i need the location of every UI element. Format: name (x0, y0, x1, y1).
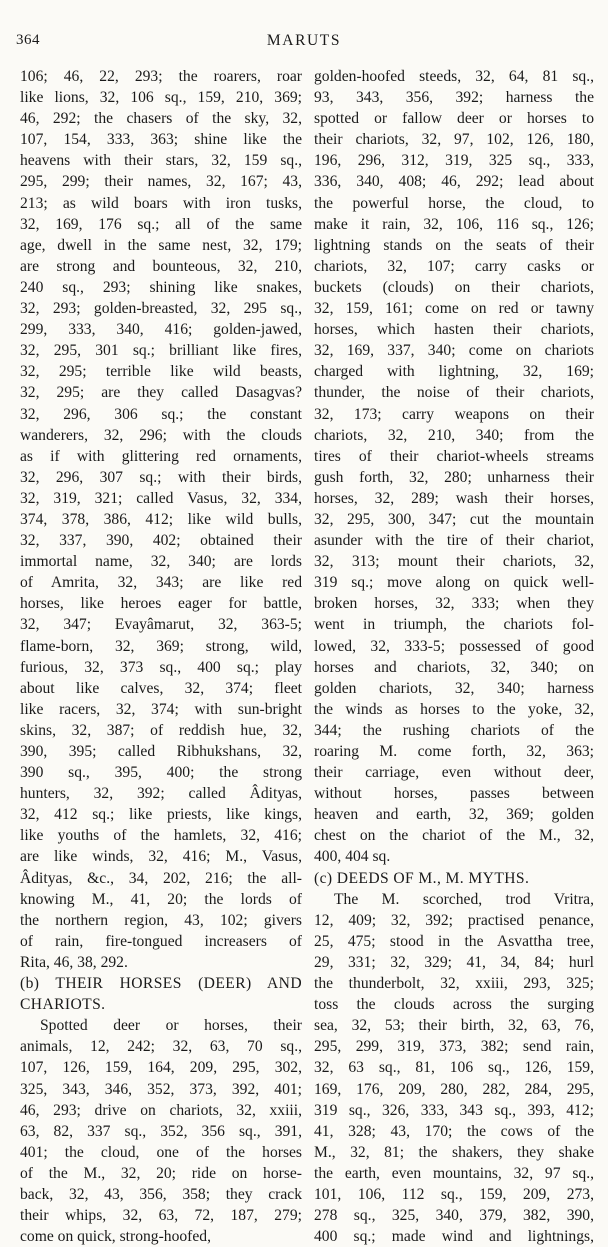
text-line: 32, 319, 321; called Vasus, 32, 334, (20, 489, 302, 507)
text-line: 325, 343, 346, 352, 373, 392, 401; (20, 1080, 302, 1098)
text-line: 32, 169, 337, 340; come on chariots (314, 342, 594, 360)
text-line: immortal name, 32, 340; are lords (20, 553, 302, 571)
text-line: the thunderbolt, 32, xxiii, 293, 325; (314, 975, 594, 993)
text-line: of the M., 32, 20; ride on horse- (20, 1164, 302, 1182)
running-head: MARUTS (266, 32, 342, 49)
text-line: 46, 292; the chasers of the sky, 32, (20, 110, 302, 128)
text-line: age, dwell in the same nest, 32, 179; (20, 236, 302, 254)
text-line: 32, 337, 390, 402; obtained their (20, 532, 302, 550)
text-line: their whips, 32, 63, 72, 187, 279; (20, 1207, 302, 1225)
text-line: spotted or fallow deer or horses to (314, 110, 594, 128)
text-line: 106; 46, 22, 293; the roarers, roar (20, 68, 302, 85)
text-line: like youths of the hamlets, 32, 416; (20, 827, 302, 845)
text-line: hunters, 32, 392; called Âdityas, (20, 785, 302, 803)
text-line: chariots, 32, 210, 340; from the (314, 426, 594, 444)
text-line: asunder with the tire of their chariot, (314, 532, 594, 550)
text-line: broken horses, 32, 333; when they (314, 595, 594, 613)
text-line: 107, 126, 159, 164, 209, 295, 302, (20, 1059, 302, 1077)
text-line: Spotted deer or horses, their (40, 1017, 302, 1035)
text-line: golden-hoofed steeds, 32, 64, 81 sq., (314, 68, 594, 85)
text-line: the winds as horses to the yoke, 32, (314, 700, 594, 718)
text-line: are strong and bounteous, 32, 210, (20, 257, 302, 275)
text-line: 400, 404 sq. (314, 848, 391, 866)
text-line: horses and chariots, 32, 340; on (314, 658, 594, 676)
text-line: 240 sq., 293; shining like snakes, (20, 278, 302, 296)
text-line: 401; the cloud, one of the horses (20, 1143, 302, 1161)
text-line: 390, 395; called Ribhukshans, 32, (20, 743, 302, 760)
text-line: about like calves, 32, 374; fleet (20, 679, 302, 697)
text-line: sea, 32, 53; their birth, 32, 63, 76, (314, 1017, 594, 1035)
page-header (0, 32, 608, 52)
text-line: as if with glittering red ornaments, (20, 447, 302, 465)
text-line: the earth, even mountains, 32, 97 sq., (314, 1164, 594, 1182)
text-line: lightning stands on the seats of their (314, 236, 594, 254)
text-line: 213; as wild boars with iron tusks, (20, 194, 302, 212)
text-line: heavens with their stars, 32, 159 sq., (20, 152, 302, 170)
text-line: flame-born, 32, 369; strong, wild, (20, 637, 302, 655)
text-line: horses, 32, 289; wash their horses, (314, 489, 594, 507)
text-line: thunder, the noise of their chariots, (314, 384, 594, 402)
text-line: toss the clouds across the surging (314, 996, 594, 1014)
text-line: 25, 475; stood in the Asvattha tree, (314, 932, 594, 950)
text-line: the powerful horse, the cloud, to (314, 194, 594, 212)
left-column (20, 66, 302, 1246)
text-line: 196, 296, 312, 319, 325 sq., 333, (314, 152, 594, 170)
text-line: 374, 378, 386, 412; like wild bulls, (20, 510, 302, 528)
text-line: 41, 328; 43, 170; the cows of the (314, 1122, 594, 1140)
text-line: wanderers, 32, 296; with the clouds (20, 426, 302, 444)
text-line: charged with lightning, 32, 169; (314, 363, 594, 381)
text-line: 299, 333, 340, 416; golden-jawed, (20, 321, 302, 339)
text-line: 46, 293; drive on chariots, 32, xxiii, (20, 1101, 302, 1119)
page-number: 364 (16, 32, 40, 48)
text-line: 295, 299; their names, 32, 167; 43, (20, 173, 302, 191)
text-line: of Amrita, 32, 343; are like red (20, 574, 302, 592)
text-line: furious, 32, 373 sq., 400 sq.; play (20, 658, 302, 676)
text-line: 12, 409; 32, 392; practised penance, (314, 911, 594, 929)
right-column (314, 66, 594, 1246)
text-line: golden chariots, 32, 340; harness (314, 679, 594, 697)
text-line: like racers, 32, 374; with sun-bright (20, 700, 302, 718)
text-line: animals, 12, 242; 32, 63, 70 sq., (20, 1038, 302, 1056)
text-line: The M. scorched, trod Vritra, (334, 890, 594, 908)
text-line: 63, 82, 337 sq., 352, 356 sq., 391, (20, 1122, 302, 1140)
text-line: 32, 313; mount their chariots, 32, (314, 553, 594, 571)
text-line: 32, 296, 307 sq.; with their birds, (20, 468, 302, 486)
text-line: 295, 299, 319, 373, 382; send rain, (314, 1038, 594, 1056)
text-line: skins, 32, 387; of reddish hue, 32, (20, 721, 302, 739)
text-line: their carriage, even without deer, (314, 764, 594, 782)
text-line: 32, 293; golden-breasted, 32, 295 sq., (20, 300, 302, 318)
text-line: of rain, fire-tongued increasers of (20, 932, 302, 950)
text-line: 32, 159, 161; come on red or tawny (314, 300, 594, 318)
text-line: went in triumph, the chariots fol- (314, 616, 594, 634)
text-line: 390 sq., 395, 400; the strong (20, 764, 302, 782)
text-line: M., 32, 81; the shakers, they shake (314, 1143, 594, 1161)
text-line: their chariots, 32, 97, 102, 126, 180, (314, 131, 594, 149)
text-line: tires of their chariot-wheels streams (314, 447, 594, 465)
text-line: 107, 154, 333, 363; shine like the (20, 131, 302, 149)
text-line: 32, 295; terrible like wild beasts, (20, 363, 302, 381)
text-line: 319 sq.; move along on quick well- (314, 574, 594, 592)
text-line: gush forth, 32, 280; unharness their (314, 468, 594, 486)
text-line: 32, 296, 306 sq.; the constant (20, 405, 302, 423)
text-line: 278 sq., 325, 340, 379, 382, 390, (314, 1207, 594, 1225)
text-line: horses, which hasten their chariots, (314, 321, 594, 339)
text-line: make it rain, 32, 106, 116 sq., 126; (314, 215, 594, 233)
text-line: lowed, 32, 333-5; possessed of good (314, 637, 594, 655)
text-line: 319 sq., 326, 333, 343 sq., 393, 412; (314, 1101, 594, 1119)
text-line: are like winds, 32, 416; M., Vasus, (20, 848, 302, 866)
text-line: 32, 295, 300, 347; cut the mountain (314, 510, 594, 528)
text-line: 32, 173; carry weapons on their (314, 405, 594, 423)
text-line: back, 32, 43, 356, 358; they crack (20, 1185, 302, 1203)
text-line: CHARIOTS. (20, 996, 106, 1014)
text-line: 169, 176, 209, 280, 282, 284, 295, (314, 1080, 594, 1098)
text-line: knowing M., 41, 20; the lords of (20, 890, 302, 908)
text-line: 336, 340, 408; 46, 292; lead about (314, 173, 594, 191)
text-line: Âdityas, &c., 34, 202, 216; the all- (20, 869, 302, 887)
text-line: 344; the rushing chariots of the (314, 721, 594, 739)
text-line: chest on the chariot of the M., 32, (314, 827, 594, 845)
text-line: 32, 295, 301 sq.; brilliant like fires, (20, 342, 302, 360)
text-line: 32, 63 sq., 81, 106 sq., 126, 159, (314, 1059, 594, 1077)
text-line: 32, 169, 176 sq.; all of the same (20, 215, 302, 233)
text-line: buckets (clouds) on their chariots, (314, 278, 594, 296)
text-line: (b) THEIR HORSES (DEER) AND (20, 975, 302, 993)
text-line: 400 sq.; made wind and lightnings, (314, 1228, 594, 1246)
text-line: 93, 343, 356, 392; harness the (314, 89, 594, 107)
text-line: 32, 295; are they called Dasagvas? (20, 384, 302, 402)
text-line: chariots, 32, 107; carry casks or (314, 257, 594, 275)
text-line: the northern region, 43, 102; givers (20, 911, 302, 929)
text-line: (c) DEEDS OF M., M. MYTHS. (314, 869, 530, 887)
text-line: 29, 331; 32, 329; 41, 34, 84; hurl (314, 953, 594, 971)
text-line: heaven and earth, 32, 369; golden (314, 806, 594, 824)
text-line: Rita, 46, 38, 292. (20, 953, 128, 971)
text-line: 101, 106, 112 sq., 159, 209, 273, (314, 1185, 594, 1203)
text-line: roaring M. come forth, 32, 363; (314, 743, 594, 760)
text-line: without horses, passes between (314, 785, 594, 803)
text-line: 32, 412 sq.; like priests, like kings, (20, 806, 302, 824)
text-line: come on quick, strong-hoofed, (20, 1228, 211, 1246)
text-line: like lions, 32, 106 sq., 159, 210, 369; (20, 89, 302, 107)
text-line: horses, like heroes eager for battle, (20, 595, 302, 613)
text-line: 32, 347; Evayâmarut, 32, 363-5; (20, 616, 302, 634)
